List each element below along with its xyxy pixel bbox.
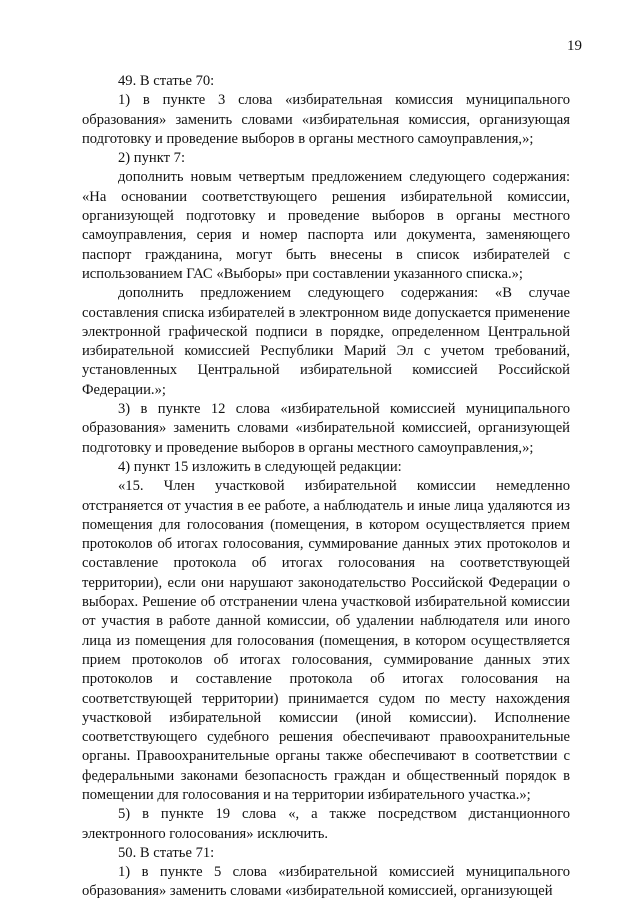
page-number: 19 (567, 38, 582, 54)
paragraph-article-49-heading: 49. В статье 70: (118, 73, 215, 89)
paragraph-49-item-4: 4) пункт 15 изложить в следующей редакции: (118, 458, 402, 475)
paragraph-49-item-4-text: «15. Член участковой избирательной комиссии немедленно отстраняется от участия в ее работе, а наблюдатель и иные лица удаляются из помещения для голосования (помещения, в котором осуществляется прием протоколов об итогах голосования, суммирование данных этих протоколов и составление протокола об итогах голосования на соответствующей территории), если они нарушают законодательство Российской Федерации о выборах. Решение об отстранении члена участковой избирательной комиссии от участия в работе данной комиссии, об удалении наблюдателя или иного лица из помещения для голосования (помещения, в котором осуществляется прием протоколов об итогах голосования, суммирование данных этих протоколов и составление протокола об итогах голосования на соответствующей территории) принимается судом по месту нахождения участковой избирательной комиссии (иной комиссии). Исполнение соответствующего судебного решения обеспечивают правоохранительные органы. Правоохранительные органы также обеспечивают в соответствии с федеральными законами безопасность граждан и общественный порядок в помещении для голосования и на территории избирательного участка.»; (82, 478, 570, 803)
document-body (82, 72, 570, 902)
paragraph-article-50-heading: 50. В статье 71: (118, 844, 215, 861)
paragraph-49-item-5: 5) в пункте 19 слова «, а также посредством дистанционного электронного голосования» исключить. (82, 806, 570, 842)
paragraph-49-item-2: 2) пункт 7: (118, 150, 185, 167)
paragraph-49-item-2-sub-1: дополнить новым четвертым предложением следующего содержания: «На основании соответствующего решения избирательной комиссии, организующей подготовку и проведение выборов в органы местного самоуправления, серия и номер паспорта или документа, заменяющего паспорт гражданина, могут быть внесены в список избирателей с использованием ГАС «Выборы» при составлении указанного списка.»; (82, 169, 570, 282)
paragraph-49-item-2-sub-2: дополнить предложением следующего содержания: «В случае составления списка избирателей в электронном виде допускается применение электронной графической подписи в порядке, определенном Центральной избирательной комиссией Республики Марий Эл с учетом требований, установленных Центральной избирательной комиссией Российской Федерации.»; (82, 285, 570, 398)
paragraph-49-item-1: 1) в пункте 3 слова «избирательная комиссия муниципального образования» заменить словами «избирательная комиссия, организующая подготовку и проведение выборов в органы местного самоуправления,»; (82, 92, 570, 147)
paragraph-49-item-3: 3) в пункте 12 слова «избирательной комиссией муниципального образования» заменить словами «избирательной комиссией, организующей подготовку и проведение выборов в органы местного самоуправления,»; (82, 401, 570, 456)
paragraph-50-item-1: 1) в пункте 5 слова «избирательной комиссией муниципального образования» заменить словами «избирательной комиссией, организующей (82, 864, 570, 900)
